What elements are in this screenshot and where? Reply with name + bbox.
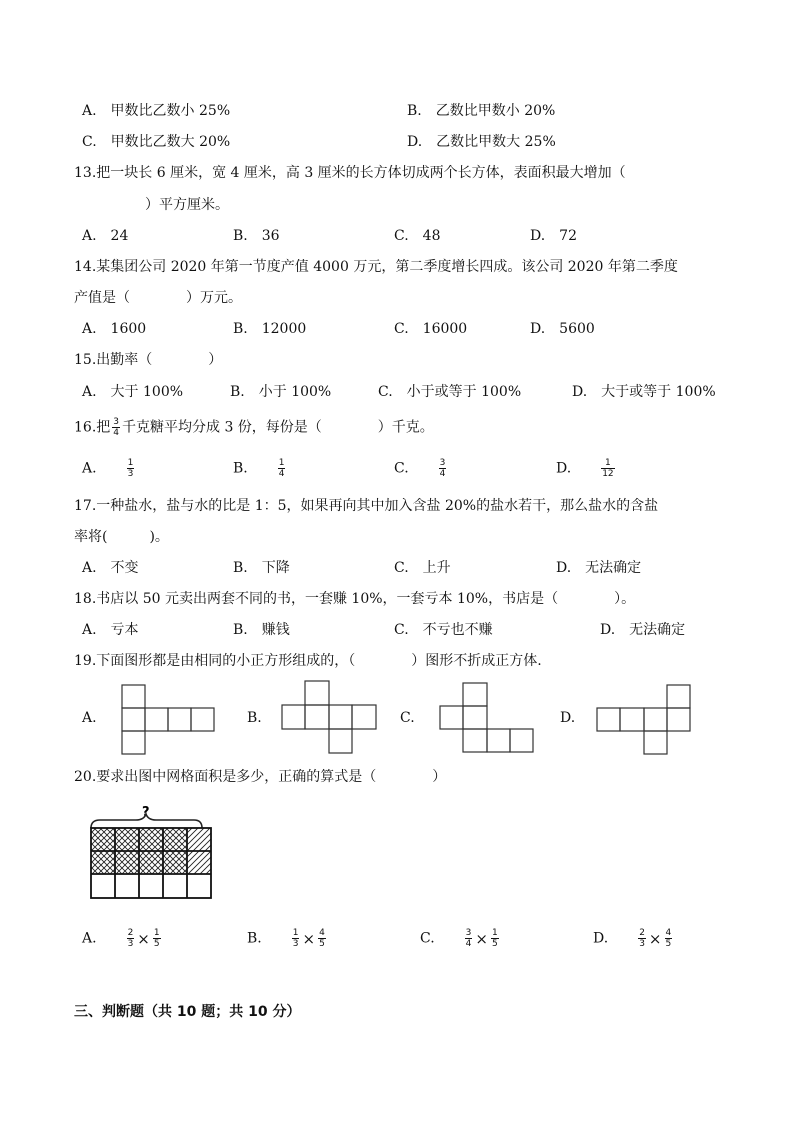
q13-option-b[interactable]: B. 36 bbox=[233, 228, 280, 244]
q17-option-b[interactable]: B. 下降 bbox=[233, 560, 290, 576]
grid-figure bbox=[86, 802, 216, 904]
q17-stem-cont: 率将( )。 bbox=[74, 529, 169, 545]
q20-option-a[interactable]: A. $\frac{2}{3}$ × $\frac{1}{5}$ bbox=[82, 928, 160, 949]
q17-option-d[interactable]: D. 无法确定 bbox=[556, 560, 642, 576]
q19-stem: 19.下面图形都是由相同的小正方形组成的，（ ）图形不折成正方体. bbox=[74, 653, 542, 669]
q14-option-b[interactable]: B. 12000 bbox=[233, 321, 307, 337]
q15-option-b[interactable]: B. 小于 100% bbox=[230, 384, 332, 400]
cube-net-d bbox=[596, 684, 692, 756]
q16-option-d[interactable]: D. $\frac{1}{12}$ bbox=[556, 458, 614, 479]
section-heading: 三、判断题（共 10 题；共 10 分） bbox=[74, 1004, 301, 1020]
q14-option-a[interactable]: A. 1600 bbox=[82, 321, 147, 337]
q19-option-c[interactable]: C. bbox=[400, 710, 415, 726]
q15-option-a[interactable]: A. 大于 100% bbox=[82, 384, 184, 400]
q14-option-d[interactable]: D. 5600 bbox=[530, 321, 595, 337]
q18-option-a[interactable]: A. 亏本 bbox=[82, 622, 139, 638]
q18-option-d[interactable]: D. 无法确定 bbox=[600, 622, 686, 638]
q14-stem-cont: 产值是（ ）万元。 bbox=[74, 290, 242, 306]
q17-option-c[interactable]: C. 上升 bbox=[394, 560, 451, 576]
brace-label: ? bbox=[142, 805, 150, 820]
q18-option-c[interactable]: C. 不亏也不赚 bbox=[394, 622, 493, 638]
q15-option-d[interactable]: D. 大于或等于 100% bbox=[572, 384, 716, 400]
q19-option-a[interactable]: A. bbox=[82, 710, 97, 726]
q12-option-c[interactable]: C. 甲数比乙数大 20% bbox=[82, 134, 231, 150]
fraction: $\frac{3}{4}$ bbox=[113, 417, 119, 438]
q13-option-d[interactable]: D. 72 bbox=[530, 228, 577, 244]
q20-option-d[interactable]: D. $\frac{2}{3}$ × $\frac{4}{5}$ bbox=[593, 928, 672, 949]
q17-option-a[interactable]: A. 不变 bbox=[82, 560, 139, 576]
q18-option-b[interactable]: B. 赚钱 bbox=[233, 622, 290, 638]
q13-stem-cont: ）平方厘米。 bbox=[145, 197, 229, 213]
q15-option-c[interactable]: C. 小于或等于 100% bbox=[378, 384, 522, 400]
q20-option-b[interactable]: B. $\frac{1}{3}$ × $\frac{4}{5}$ bbox=[247, 928, 325, 949]
cube-net-c bbox=[439, 682, 537, 754]
q16-option-b[interactable]: B. $\frac{1}{4}$ bbox=[233, 458, 285, 479]
q12-option-b[interactable]: B. 乙数比甲数小 20% bbox=[407, 103, 556, 119]
q13-option-c[interactable]: C. 48 bbox=[394, 228, 441, 244]
q20-option-c[interactable]: C. $\frac{3}{4}$ × $\frac{1}{5}$ bbox=[420, 928, 498, 949]
q14-stem: 14.某集团公司 2020 年第一节度产值 4000 万元，第二季度增长四成。该公司 2020 年第二季度 bbox=[74, 259, 678, 275]
brace bbox=[91, 814, 202, 828]
q19-option-b[interactable]: B. bbox=[247, 710, 262, 726]
q16-option-c[interactable]: C. $\frac{3}{4}$ bbox=[394, 458, 446, 479]
q13-option-a[interactable]: A. 24 bbox=[82, 228, 129, 244]
q19-option-d[interactable]: D. bbox=[560, 710, 576, 726]
q12-option-d[interactable]: D. 乙数比甲数大 25% bbox=[407, 134, 556, 150]
q14-option-c[interactable]: C. 16000 bbox=[394, 321, 468, 337]
q16-option-a[interactable]: A. $\frac{1}{3}$ bbox=[82, 458, 134, 479]
q20-stem: 20.要求出图中网格面积是多少，正确的算式是（ ） bbox=[74, 769, 447, 785]
q15-stem: 15.出勤率（ ） bbox=[74, 352, 223, 368]
cube-net-a bbox=[121, 684, 217, 756]
cube-net-b bbox=[281, 680, 377, 756]
q18-stem: 18.书店以 50 元卖出两套不同的书，一套赚 10%，一套亏本 10%，书店是（ ）。 bbox=[74, 591, 636, 607]
q13-stem: 13.把一块长 6 厘米，宽 4 厘米，高 3 厘米的长方体切成两个长方体，表面积最大增加（ bbox=[74, 165, 626, 181]
q17-stem: 17.一种盐水，盐与水的比是 1：5，如果再向其中加入含盐 20%的盐水若干，那么盐水的含盐 bbox=[74, 498, 659, 514]
q12-option-a[interactable]: A. 甲数比乙数小 25% bbox=[82, 103, 231, 119]
q16-stem: 16.把 $\frac{3}{4}$ 千克糖平均分成 3 份，每份是（ ）千克。 bbox=[74, 417, 434, 438]
